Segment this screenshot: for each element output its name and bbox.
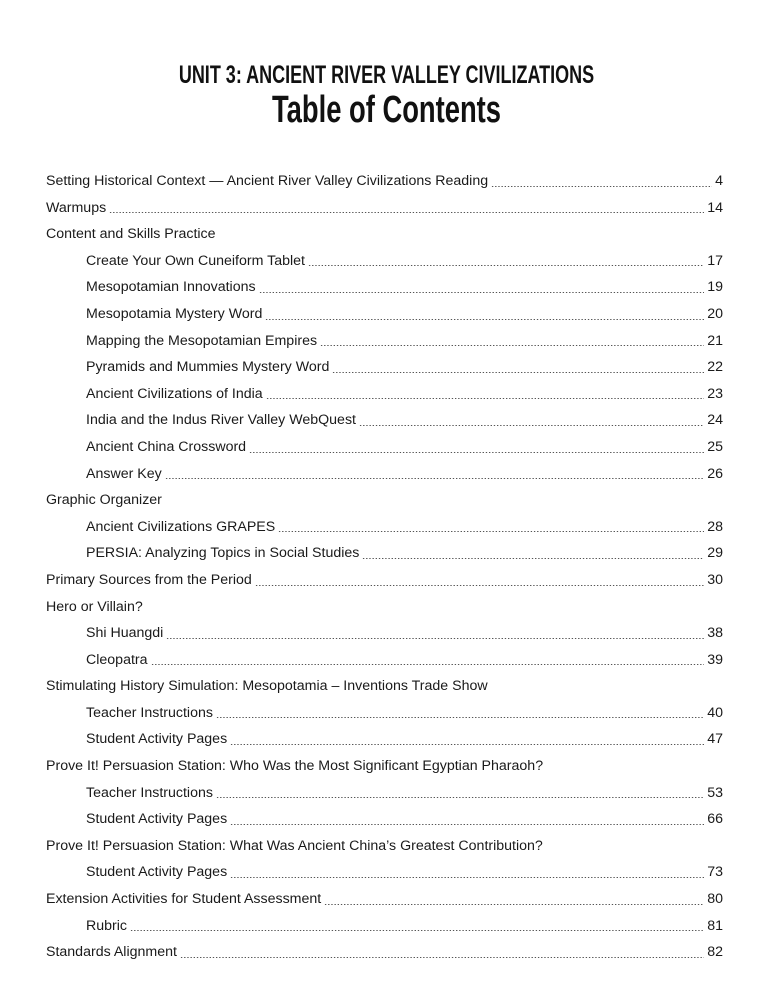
toc-entry (46, 913, 723, 940)
dot-leader (230, 877, 704, 878)
table-of-contents (46, 168, 723, 966)
dot-leader (180, 957, 704, 958)
dot-leader (130, 930, 704, 931)
toc-entry-title: Content and Skills Practice (46, 226, 216, 243)
toc-page-number: 24 (707, 412, 723, 429)
toc-entry (46, 939, 723, 966)
toc-entry-title: Mesopotamia Mystery Word (86, 305, 263, 322)
toc-entry-title: Ancient Civilizations GRAPES (86, 518, 276, 535)
toc-entry (46, 381, 723, 408)
dot-leader (151, 664, 705, 665)
toc-page-number: 21 (707, 332, 723, 349)
toc-entry (46, 806, 723, 833)
toc-entry-title: Extension Activities for Student Assessment (46, 891, 322, 908)
dot-leader (249, 452, 704, 453)
dot-leader (359, 425, 704, 426)
toc-page-number: 23 (707, 385, 723, 402)
toc-entry (46, 434, 723, 461)
dot-leader (266, 398, 705, 399)
toc-entry-title: Stimulating History Simulation: Mesopotamia – Inventions Trade Show (46, 678, 488, 695)
dot-leader (165, 478, 705, 479)
dot-leader (491, 186, 712, 187)
toc-entry-title: Standards Alignment (46, 944, 177, 961)
toc-section-heading (46, 833, 723, 860)
toc-page-number: 39 (707, 651, 723, 668)
toc-entry-title: Cleopatra (86, 651, 148, 668)
toc-entry-title: Ancient Civilizations of India (86, 385, 263, 402)
toc-entry-title: Student Activity Pages (86, 731, 228, 748)
toc-section-heading (46, 753, 723, 780)
toc-entry-title: PERSIA: Analyzing Topics in Social Studies (86, 545, 360, 562)
toc-entry (46, 461, 723, 488)
toc-entry (46, 195, 723, 222)
toc-entry (46, 407, 723, 434)
toc-entry (46, 780, 723, 807)
toc-entry-title: Mapping the Mesopotamian Empires (86, 332, 318, 349)
toc-entry-title: Rubric (86, 917, 127, 934)
dot-leader (216, 717, 704, 718)
toc-page-number: 22 (707, 359, 723, 376)
toc-section-heading (46, 594, 723, 621)
toc-entry-title: Mesopotamian Innovations (86, 279, 256, 296)
toc-entry-title: India and the Indus River Valley WebQuest (86, 412, 356, 429)
toc-page-number: 47 (707, 731, 723, 748)
toc-entry-title: Prove It! Persuasion Station: Who Was the Most Significant Egyptian Pharaoh? (46, 758, 544, 775)
dot-leader (308, 265, 704, 266)
toc-page-number: 20 (707, 305, 723, 322)
toc-page-number: 80 (707, 891, 723, 908)
dot-leader (362, 558, 704, 559)
toc-section-heading (46, 487, 723, 514)
toc-entry-title: Hero or Villain? (46, 598, 143, 615)
dot-leader (265, 319, 704, 320)
toc-page-number: 25 (707, 438, 723, 455)
toc-entry (46, 647, 723, 674)
toc-entry-title: Shi Huangdi (86, 625, 164, 642)
unit-title: UNIT 3: ANCIENT RIVER VALLEY CIVILIZATIONS (178, 61, 595, 89)
toc-page-number: 29 (707, 545, 723, 562)
dot-leader (166, 638, 704, 639)
toc-entry-title: Setting Historical Context — Ancient River Valley Civilizations Reading (46, 173, 489, 189)
toc-entry (46, 859, 723, 886)
dot-leader (259, 292, 705, 293)
toc-page-number: 28 (707, 518, 723, 535)
toc-entry-title: Teacher Instructions (86, 704, 213, 721)
page-title: Table of Contents (271, 89, 502, 131)
toc-entry-title: Answer Key (86, 465, 162, 482)
dot-leader (109, 212, 704, 213)
toc-entry (46, 328, 723, 355)
toc-entry-title: Student Activity Pages (86, 864, 228, 881)
toc-entry-title: Teacher Instructions (86, 784, 213, 801)
dot-leader (324, 904, 704, 905)
toc-entry (46, 567, 723, 594)
toc-page-number: 4 (715, 173, 723, 189)
toc-page-number: 19 (707, 279, 723, 296)
dot-leader (230, 824, 704, 825)
toc-entry-title: Pyramids and Mummies Mystery Word (86, 359, 330, 376)
dot-leader (230, 744, 704, 745)
toc-entry-title: Prove It! Persuasion Station: What Was Ancient China’s Greatest Contribution? (46, 837, 543, 854)
toc-page-number: 53 (707, 784, 723, 801)
toc-entry (46, 620, 723, 647)
toc-page-number: 82 (707, 944, 723, 961)
toc-page-number: 40 (707, 704, 723, 721)
toc-entry-title: Primary Sources from the Period (46, 571, 252, 588)
toc-entry (46, 274, 723, 301)
dot-leader (332, 372, 704, 373)
toc-entry (46, 886, 723, 913)
toc-entry (46, 540, 723, 567)
toc-page-number: 30 (707, 571, 723, 588)
dot-leader (278, 531, 704, 532)
toc-entry (46, 354, 723, 381)
toc-page-number: 81 (707, 917, 723, 934)
toc-page-number: 26 (707, 465, 723, 482)
toc-entry-title: Warmups (46, 199, 107, 216)
toc-page-number: 17 (707, 252, 723, 269)
toc-entry-title: Student Activity Pages (86, 811, 228, 828)
toc-entry-title: Create Your Own Cuneiform Tablet (86, 252, 305, 269)
toc-page-number: 66 (707, 811, 723, 828)
toc-page-number: 14 (707, 199, 723, 216)
toc-entry (46, 514, 723, 541)
toc-entry-title: Graphic Organizer (46, 492, 162, 509)
dot-leader (216, 797, 704, 798)
dot-leader (320, 345, 704, 346)
toc-entry (46, 726, 723, 753)
toc-section-heading (46, 673, 723, 700)
toc-entry (46, 248, 723, 275)
toc-entry-title: Ancient China Crossword (86, 438, 247, 455)
dot-leader (255, 585, 704, 586)
toc-page-number: 73 (707, 864, 723, 881)
toc-entry (46, 700, 723, 727)
toc-section-heading (46, 221, 723, 248)
toc-page-number: 38 (707, 625, 723, 642)
toc-entry (46, 168, 723, 195)
page-header (0, 60, 773, 130)
toc-entry (46, 301, 723, 328)
